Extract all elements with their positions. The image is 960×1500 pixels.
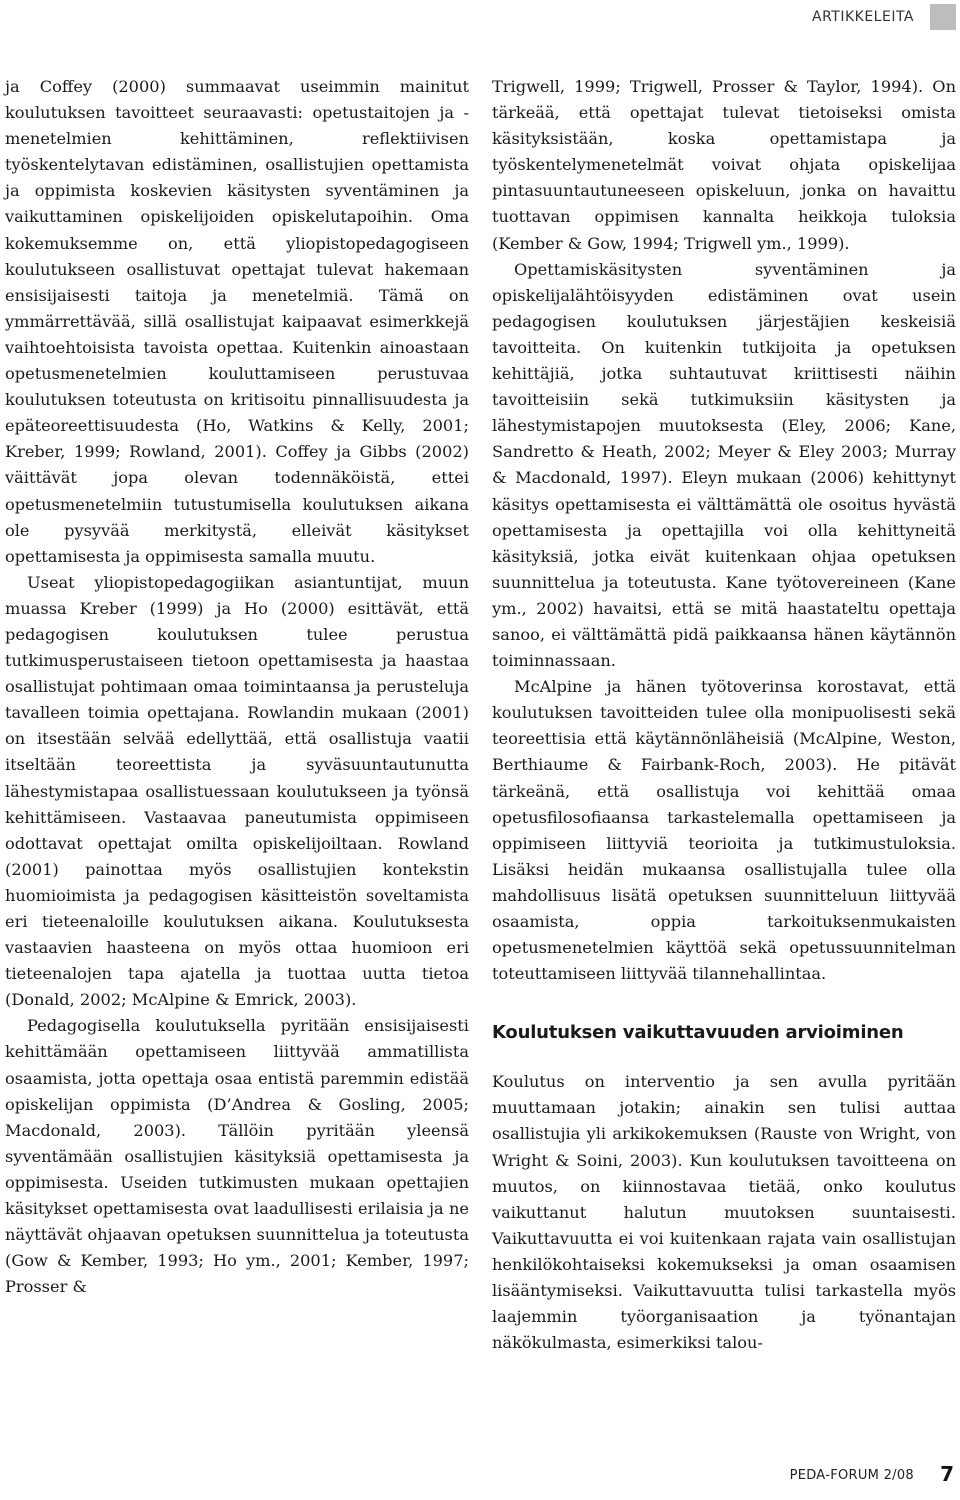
left-column — [5, 74, 469, 1300]
section-label: ARTIKKELEITA — [812, 9, 914, 25]
paragraph: McAlpine ja hänen työtoverinsa korostavat, että koulutuksen tavoitteiden tulee olla monipuolisesti sekä teoreettisia että käytännönläheisiä (McAlpine, Weston, Berthiaume & Fairbank-Roch, 2003). He pitävät tärkeänä, että osallistuja voi kehittää omaa opetusfilosofiaansa tarkastelemalla opettamiseen ja oppimiseen liittyviä teorioita ja tutkimustuloksia. Lisäksi heidän mukaansa osallistujalla tulee olla mahdollisuus lisätä opetuksen suunnitteluun liittyvää osaamista, oppia tarkoituksenmukaisten opetusmenetelmien käyttöä sekä opetussuunnitelman toteuttamiseen liittyvää tilannehallintaa. — [492, 677, 956, 984]
paragraph: ja Coffey (2000) summaavat useimmin mainitut koulutuksen tavoitteet seuraavasti: opetustaitojen ja -menetelmien kehittäminen, reflektiivisen työskentelytavan edistäminen, osallistujien opettamista ja oppimista koskevien käsitysten syventäminen ja vaikuttaminen opiskelijoiden opiskelutapoihin. Oma kokemuksemme on, että yliopistopedagogiseen koulutukseen osallistuvat opettajat tulevat hakemaan ensisijaisesti taitoja ja menetelmiä. Tämä on ymmärrettävää, sillä osallistujat kaipaavat esimerkkejä vaihtoehtoisista tavoista opettaa. Kuitenkin ainoastaan opetusmenetelmien kouluttamiseen perustuvaa koulutuksen toteutusta on kritisoitu pinnallisuudesta ja epäteoreettisuudesta (Ho, Watkins & Kelly, 2001; Kreber, 1999; Rowland, 2001). Coffey ja Gibbs (2002) väittävät jopa olevan todennäköistä, ettei opetusmenetelmiin tutustumisella koulutuksen aikana ole pysyvää merkitystä, elleivät käsitykset opettamisesta ja oppimisesta samalla muutu. — [5, 77, 469, 566]
journal-name: PEDA-FORUM 2/08 — [789, 1468, 914, 1483]
paragraph: Useat yliopistopedagogiikan asiantuntijat, muun muassa Kreber (1999) ja Ho (2000) esittävät, että pedagogisen koulutuksen tulee perustua tutkimusperustaiseen tietoon opettamisesta ja haastaa osallistujat pohtimaan omaa toimintaansa ja perusteluja tavalleen toimia opettajana. Rowlandin mukaan (2001) on itsestään selvää edellyttää, että osallistuja vaatii itseltään teoreettista ja syväsuuntautunutta lähestymistapaa osallistuessaan koulutukseen ja työnsä kehittämiseen. Vastaavaa paneutumista oppimiseen odottavat opettajat omilta opiskelijoiltaan. Rowland (2001) painottaa myös osallistujien kontekstin huomioimista ja pedagogisen käsitteistön soveltamista eri tieteenaloille koulutuksen aikana. Koulutuksesta vastaavien haasteena on myös ottaa huomioon eri tieteenalojen tapa ajatella ja tuottaa uutta tietoa (Donald, 2002; McAlpine & Emrick, 2003). — [5, 572, 469, 1010]
page-number: 7 — [940, 1462, 954, 1486]
header-marker — [930, 4, 956, 30]
paragraph: Pedagogisella koulutuksella pyritään ensisijaisesti kehittämään opettamiseen liittyvää ammatillista osaamista, jotta opettaja osaa entistä paremmin edistää opiskelijan oppimista (D’Andrea & Gosling, 2005; Macdonald, 2003). Tällöin pyritään yleensä syventämään osallistujien käsityksiä opettamisesta ja oppimisesta. Useiden tutkimusten mukaan opettajien käsitykset opettamisesta ovat laadullisesti erilaisia ja ne näyttävät ohjaavan opetuksen suunnittelua ja toteutusta (Gow & Kember, 1993; Ho ym., 2001; Kember, 1997; Prosser & — [5, 1016, 469, 1297]
paragraph: Trigwell, 1999; Trigwell, Prosser & Taylor, 1994). On tärkeää, että opettajat tulevat tietoiseksi omista käsityksistään, koska opettamistapa ja työskentelymenetelmät voivat ohjata opiskelijaa pintasuuntautuneeseen opiskeluun, jonka on havaittu tuottavan oppimisen kannalta heikkoja tuloksia (Kember & Gow, 1994; Trigwell ym., 1999). — [492, 77, 956, 253]
page-footer — [660, 1456, 960, 1500]
paragraph: Opettamiskäsitysten syventäminen ja opiskelijalähtöisyyden edistäminen ovat usein pedagogisen koulutuksen järjestäjien keskeisiä tavoitteita. On kuitenkin tutkijoita ja opetuksen kehittäjiä, jotka suhtautuvat kriittisesti näihin tavoitteisiin sekä tutkimuksiin käsitysten ja lähestymistapojen muutoksesta (Eley, 2006; Kane, Sandretto & Heath, 2002; Meyer & Eley 2003; Murray & Macdonald, 1997). Eleyn mukaan (2006) kehittynyt käsitys opettamisesta ei välttämättä ole osoitus hyvästä opettamisesta ja opettajilla voi olla kehittyneitä käsityksiä, jotka eivät kuitenkaan ohjaa opetuksen suunnittelua ja toteutusta. Kane työtovereineen (Kane ym., 2002) havaitsi, että se mitä haastateltu opettaja sanoo, ei välttämättä pidä paikkaansa hänen käytännön toiminnassaan. — [492, 259, 956, 671]
right-column — [492, 74, 956, 1356]
section-heading: Koulutuksen vaikuttavuuden arvioiminen — [492, 1022, 904, 1044]
paragraph: Koulutus on interventio ja sen avulla pyritään muuttamaan jotakin; ainakin sen tulisi auttaa osallistujia yli arkikokemuksen (Rauste von Wright, von Wright & Soini, 2003). Kun koulutuksen tavoitteena on muutos, on kiinnostavaa tietää, onko koulutus vaikuttanut halutun muutoksen suuntaisesti. Vaikuttavuutta ei voi kuitenkaan rajata vain osallistujan henkilökohtaiseksi kokemukseksi ja oman osaamisen lisääntymiseksi. Vaikuttavuutta tulisi tarkastella myös laajemmin työorganisaation ja työnantajan näkökulmasta, esimerkiksi talou- — [492, 1072, 956, 1353]
page-header — [660, 0, 960, 36]
